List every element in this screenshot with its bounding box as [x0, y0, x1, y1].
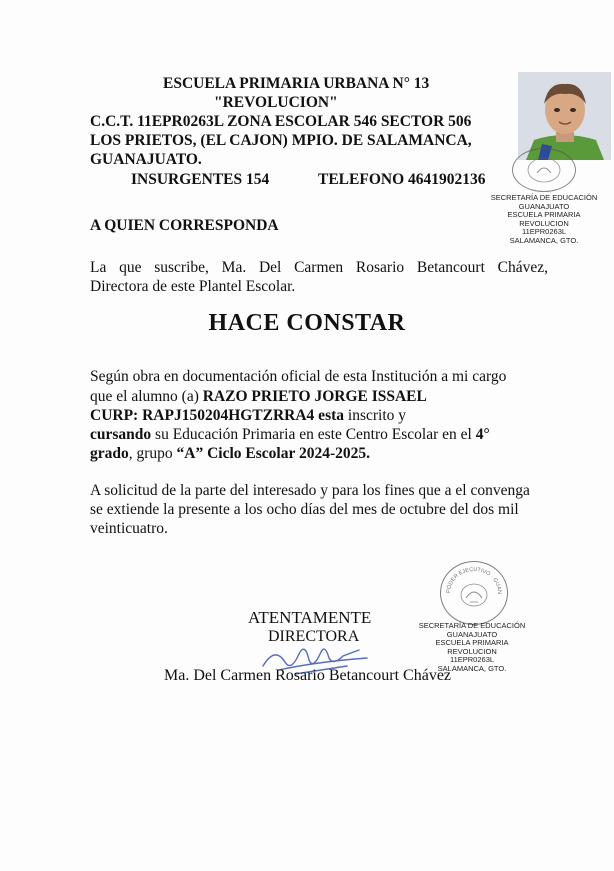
student-photo	[518, 72, 611, 160]
stamp-line: GUANAJUATO	[446, 629, 498, 639]
grade-number: 4°	[475, 426, 490, 443]
director-name: Ma. Del Carmen Rosario Betancourt Chávez	[164, 667, 452, 684]
curp: CURP: RAPJ150204HGTZRRA4 esta	[90, 407, 345, 424]
student-name: RAZO PRIETO JORGE ISSAEL	[202, 388, 427, 405]
closing-line-3: veinticuatro.	[90, 520, 168, 537]
bottom-seal	[440, 561, 508, 625]
closing-line-2: se extiende la presente a los ocho días del mes de octubre del dos mil	[90, 501, 519, 518]
seal-emblem-icon	[513, 149, 575, 191]
school-name: "REVOLUCION"	[214, 94, 338, 111]
group-cycle: “A” Ciclo Escolar 2024-2025.	[176, 445, 370, 462]
top-stamp	[482, 194, 606, 246]
stamp-line: ESCUELA PRIMARIA	[435, 638, 509, 648]
location-line: LOS PRIETOS, (EL CAJON) MPIO. DE SALAMANCA,	[90, 132, 472, 149]
stamp-line: SECRETARÍA DE EDUCACIÓN	[490, 193, 598, 202]
seal-text-path: PODER EJECUTIVO · GUAN	[445, 566, 503, 595]
statement-line-5	[90, 444, 370, 464]
school-title: ESCUELA PRIMARIA URBANA N° 13	[163, 75, 430, 92]
student-photo-image	[518, 72, 611, 160]
grade-word: grado	[90, 445, 129, 462]
recipient: A QUIEN CORRESPONDA	[90, 217, 279, 234]
closing-line-1: A solicitud de la parte del interesado y para los fines que a el convenga	[90, 482, 530, 499]
statement-line-1: Según obra en documentación oficial de esta Institución a mi cargo	[90, 368, 507, 385]
statement-line-3	[90, 406, 406, 426]
intro-line-1: La que suscribe, Ma. Del Carmen Rosario Betancourt Chávez,	[90, 259, 548, 276]
stamp-line: SALAMANCA, GTO.	[437, 663, 507, 673]
top-seal	[512, 148, 576, 192]
address: INSURGENTES 154	[131, 171, 270, 188]
group-label: , grupo	[128, 445, 177, 462]
stamp-line: SECRETARÍA DE EDUCACIÓN	[418, 621, 526, 630]
school-text: su Educación Primaria en este Centro Escolar en el	[151, 426, 476, 443]
salutation: ATENTAMENTE	[248, 608, 372, 627]
cursando-word: cursando	[90, 426, 152, 443]
stamp-line: REVOLUCION	[519, 218, 569, 228]
stamp-line: 11EPR0263L	[449, 655, 495, 665]
student-label: que el alumno (a)	[90, 388, 203, 405]
cct-line: C.C.T. 11EPR0263L ZONA ESCOLAR 546 SECTOR 506	[90, 113, 472, 130]
phone: TELEFONO 4641902136	[318, 171, 486, 188]
statement-line-2	[90, 387, 427, 407]
seal-text	[441, 562, 502, 594]
seal-emblem-icon	[441, 562, 507, 624]
stamp-line: ESCUELA PRIMARIA	[507, 210, 581, 220]
stamp-line: SALAMANCA, GTO.	[509, 235, 579, 245]
state-line: GUANAJUATO.	[90, 151, 202, 168]
director-role: DIRECTORA	[268, 628, 360, 645]
stamp-line: REVOLUCION	[447, 646, 497, 656]
stamp-line: 11EPR0263L	[521, 227, 567, 237]
bottom-stamp	[410, 622, 534, 674]
statement-line-4	[90, 425, 490, 445]
intro-line-2: Directora de este Plantel Escolar.	[90, 278, 296, 295]
enrolled-text: inscrito y	[344, 407, 407, 424]
stamp-line: GUANAJUATO	[518, 201, 570, 211]
document-title: HACE CONSTAR	[208, 310, 406, 336]
